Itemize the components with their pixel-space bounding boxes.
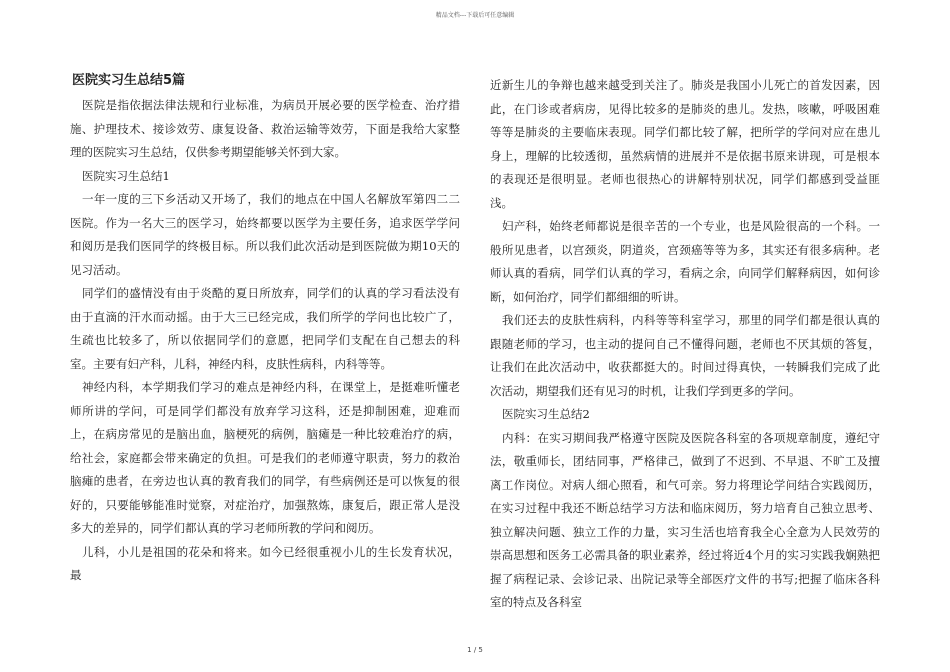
section-heading-2: 医院实习生总结2 <box>502 407 590 421</box>
right-column <box>490 74 880 615</box>
body-paragraph: 我们还去的皮肤性病科，内科等等科室学习，那里的同学们都是很认真的跟随老师的学习，也主动的提问自己不懂得问题，老师也不厌其烦的答复，让我们在此次活动中，收获都挺大的。时间过得真快，一转瞬我们完成了此次活动，期望我们还有见习的时机，让我们学到更多的学问。 <box>490 313 880 398</box>
intro-paragraph: 医院是指依据法律法规和行业标准，为病员开展必要的医学检查、治疗措施、护理技术、接诊效劳、康复设备、救治运输等效劳，下面是我给大家整理的医院实习生总结，仅供参考期望能够关怀到大家。 <box>70 98 460 159</box>
section-heading-1: 医院实习生总结1 <box>82 168 170 183</box>
body-paragraph: 妇产科，始终老师都说是很辛苦的一个专业，也是风险很高的一个科。一般所见患者，以宫颈炎，阴道炎，宫颈癌等等为多，其实还有很多病种。老师认真的看病，同学们认真的学习，看病之余，向同学们解释病因，如何诊断，如何治疗，同学们都细细的听讲。 <box>490 219 880 304</box>
document-header-note: 精品文档---下载后可任意编辑 <box>435 12 515 19</box>
body-paragraph: 近新生儿的争辩也越来越受到关注了。肺炎是我国小儿死亡的首发因素，因此，在门诊或者病房，见得比较多的是肺炎的患儿。发热，咳嗽，呼吸困难等等是肺炎的主要临床表现。同学们都比较了解，把所学的学问对应在患儿身上，理解的比较透彻，虽然病情的进展并不是依据书原来讲现，可是根本的表现还是很明显。老师也很热心的讲解特别状况，同学们都感到受益匪浅。 <box>490 78 880 210</box>
body-paragraph: 内科：在实习期间我严格遵守医院及医院各科室的各项规章制度，遵纪守法，敬重师长，团结同事，严格律己，做到了不迟到、不早退、不旷工及擅离工作岗位。对病人细心照看，和气可亲。努力将理论学问结合实践阅历，在实习过程中我还不断总结学习方法和临床阅历，努力培育自己独立思考、独立解决问题、独立工作的力量，实习生活也培育我全心全意为人民效劳的崇高思想和医务工必需具备的职业素养，经过将近4个月的实习实践我娴熟把握了病程记录、会诊记录、出院记录等全部医疗文件的书写;把握了临床各科室的特点及各科室 <box>490 430 880 609</box>
body-paragraph: 一年一度的三下乡活动又开场了，我们的地点在中国人名解放军第四二二医院。作为一名大三的医学习，始终都要以医学为主要任务，追求医学学问和阅历是我们医同学的终极目标。所以我们此次活动是到医院做为期10天的见习活动。 <box>70 192 460 277</box>
body-paragraph: 神经内科，本学期我们学习的难点是神经内科，在课堂上，是挺难听懂老师所讲的学问，可是同学们都没有放弃学习这科，还是抑制困难，迎难而上，在病房常见的是脑出血，脑梗死的病例，脑瘫是一种比较难治疗的病，给社会，家庭都会带来确定的负担。可是我们的老师遵守职责，努力的救治脑瘫的患者，在旁边也认真的教育我们的同学，有些病例还是可以恢复的很好的，只要能够能准时觉察，对症治疗，加强熬炼，康复后，跟正常人是没多大的差异的，同学们都认真的学习老师所教的学问和阅历。 <box>70 380 460 535</box>
left-column <box>70 68 460 588</box>
page-number: 1 / 5 <box>467 646 483 654</box>
body-paragraph: 儿科，小儿是祖国的花朵和将来。如今已经很重视小儿的生长发育状况，最 <box>70 544 460 582</box>
document-title: 医院实习生总结5篇 <box>72 73 186 88</box>
body-paragraph: 同学们的盛情没有由于炎酷的夏日所放弃，同学们的认真的学习看法没有由于直滴的汗水而动摇。由于大三已经完成，我们所学的学问也比较广了，生疏也比较多了，所以依据同学们的意愿，把同学们支配在自己想去的科室。主要有妇产科，儿科，神经内科，皮肤性病科，内科等等。 <box>70 286 460 371</box>
